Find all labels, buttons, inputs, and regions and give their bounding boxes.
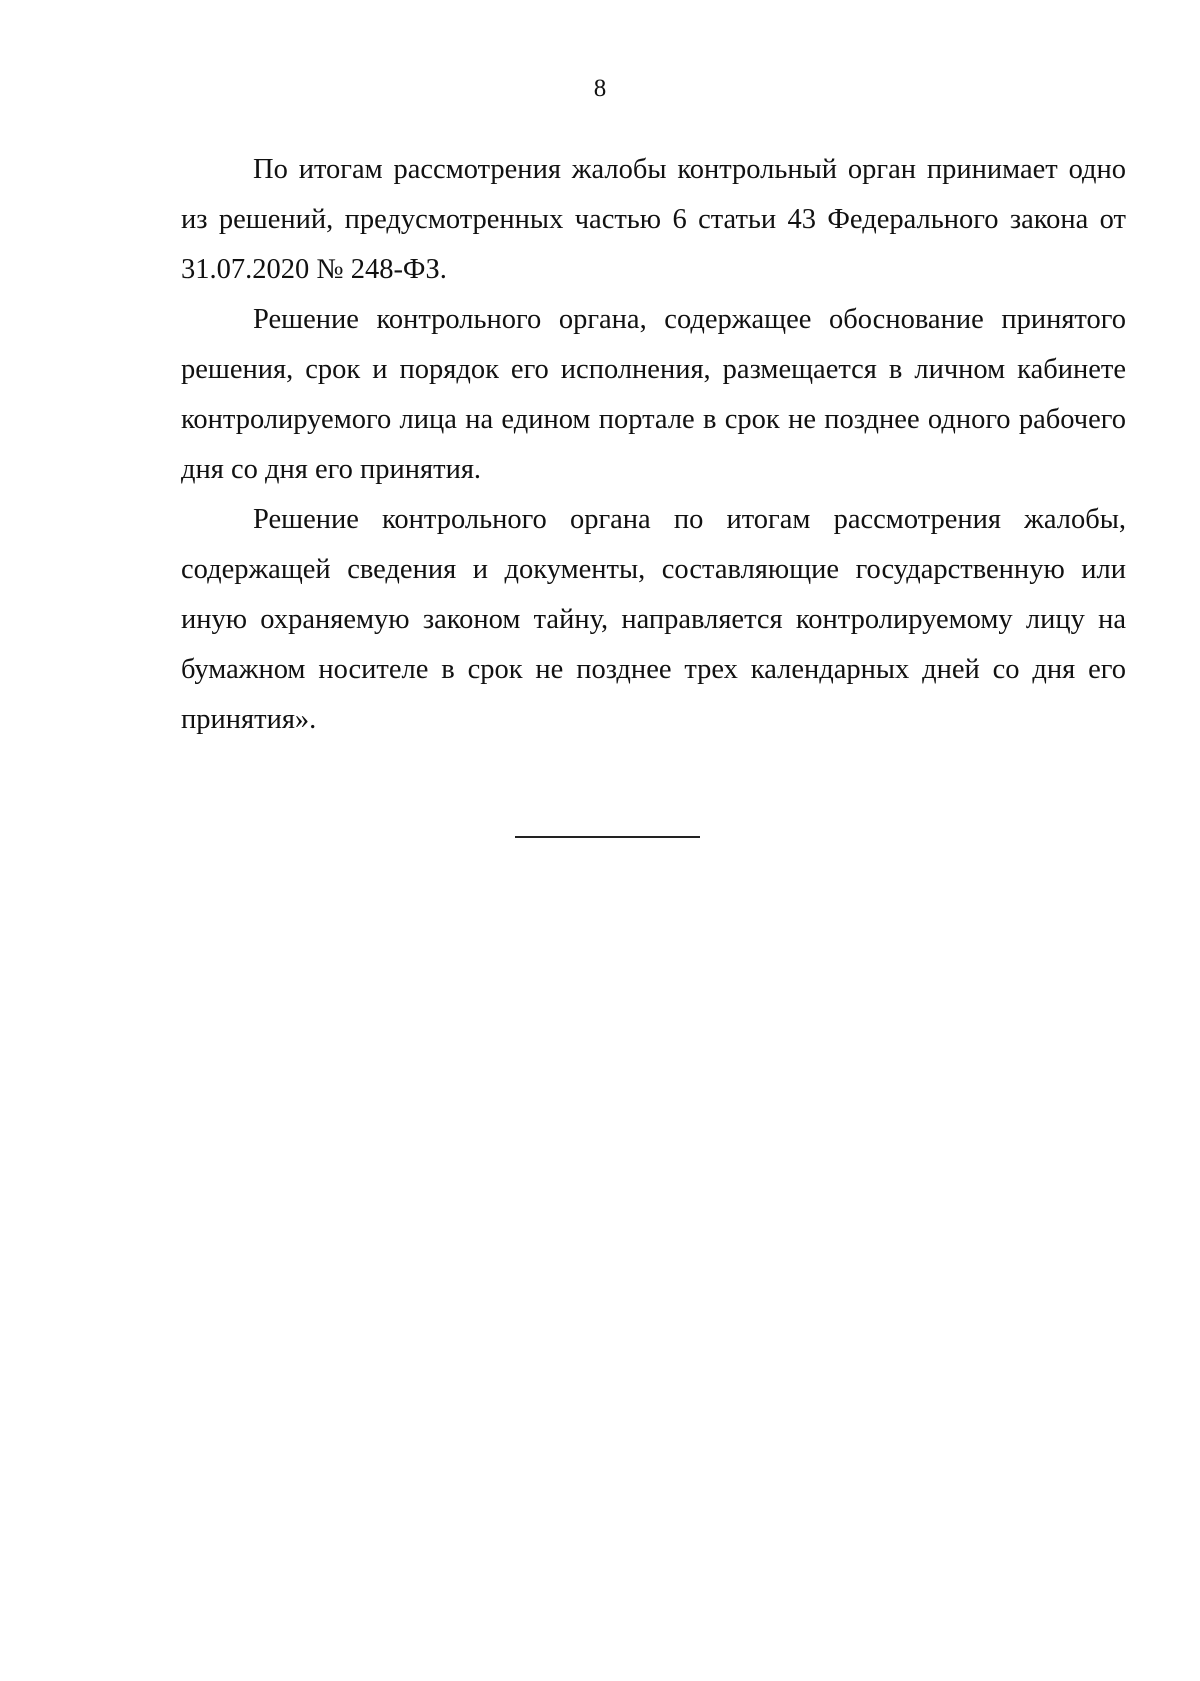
- paragraph-decision-publication: Решение контрольного органа, содержащее обоснование принятого решения, срок и порядок его исполнения, размещается в личном кабинете контролируемого лица на едином портале в срок не позднее одного рабочего дня со дня его принятия.: [181, 304, 1126, 485]
- paragraph-complaint-decision: По итогам рассмотрения жалобы контрольный орган принимает одно из решений, предусмотренных частью 6 статьи 43 Федерального закона от 31.07.2020 № 248-ФЗ.: [181, 154, 1126, 285]
- paragraph-secret-information-decision: Решение контрольного органа по итогам рассмотрения жалобы, содержащей сведения и документы, составляющие государственную или иную охраняемую законом тайну, направляется контролируемому лицу на бумажном носителе в срок не позднее трех календарных дней со дня его принятия».: [181, 504, 1126, 735]
- page-number: 8: [593, 75, 607, 102]
- document-end-rule: [515, 836, 700, 838]
- document-body: [181, 145, 1126, 745]
